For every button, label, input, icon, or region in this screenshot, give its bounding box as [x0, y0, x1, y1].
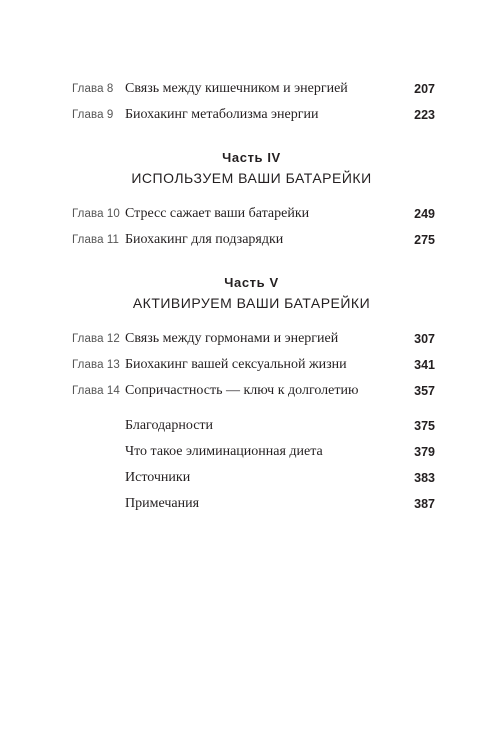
page-number: 375	[414, 419, 435, 433]
part-v-label: Часть V	[224, 275, 279, 290]
toc-entry-chapter-10[interactable]	[0, 206, 503, 226]
section-title: Благодарности	[125, 418, 214, 433]
page-number: 307	[414, 332, 435, 346]
page-number: 275	[414, 233, 435, 247]
page-number: 379	[414, 445, 435, 459]
section-title: Что такое элиминационная диета	[125, 444, 323, 459]
chapter-title: Стресс сажает ваши батарейки	[125, 206, 310, 221]
toc-entry-chapter-8[interactable]	[0, 81, 503, 101]
toc-entry-chapter-9[interactable]	[0, 107, 503, 127]
page-number: 341	[414, 358, 435, 372]
toc-entry-chapter-11[interactable]	[0, 232, 503, 252]
toc-entry-acknowledgments[interactable]	[0, 418, 503, 438]
page-number: 357	[414, 384, 435, 398]
toc-entry-notes[interactable]	[0, 496, 503, 516]
chapter-title: Биохакинг для подзарядки	[125, 232, 284, 247]
chapter-title: Связь между гормонами и энергией	[125, 331, 339, 346]
chapter-number: Глава 9	[72, 109, 114, 121]
toc-entry-elimination-diet[interactable]	[0, 444, 503, 464]
chapter-title: Связь между кишечником и энергией	[125, 81, 348, 96]
section-title: Примечания	[125, 496, 200, 511]
page-number: 249	[414, 207, 435, 221]
page-number: 223	[414, 108, 435, 122]
chapter-number: Глава 11	[72, 234, 119, 246]
chapter-number: Глава 12	[72, 333, 120, 345]
chapter-title: Биохакинг вашей сексуальной жизни	[125, 357, 347, 372]
chapter-number: Глава 14	[72, 385, 120, 397]
chapter-number: Глава 10	[72, 208, 120, 220]
page-number: 387	[414, 497, 435, 511]
part-iv-title: ИСПОЛЬЗУЕМ ВАШИ БАТАРЕЙКИ	[131, 170, 372, 186]
toc-entry-chapter-14[interactable]	[0, 383, 503, 403]
section-title: Источники	[125, 470, 191, 485]
page-number: 383	[414, 471, 435, 485]
toc-entry-sources[interactable]	[0, 470, 503, 490]
part-v-title: АКТИВИРУЕМ ВАШИ БАТАРЕЙКИ	[132, 295, 371, 311]
chapter-number: Глава 13	[72, 359, 120, 371]
chapter-number: Глава 8	[72, 83, 114, 95]
part-iv-label: Часть IV	[222, 150, 281, 165]
toc-entry-chapter-12[interactable]	[0, 331, 503, 351]
toc-entry-chapter-13[interactable]	[0, 357, 503, 377]
chapter-title: Сопричастность — ключ к долголетию	[125, 383, 359, 398]
chapter-title: Биохакинг метаболизма энергии	[125, 107, 319, 122]
page-number: 207	[414, 82, 435, 96]
